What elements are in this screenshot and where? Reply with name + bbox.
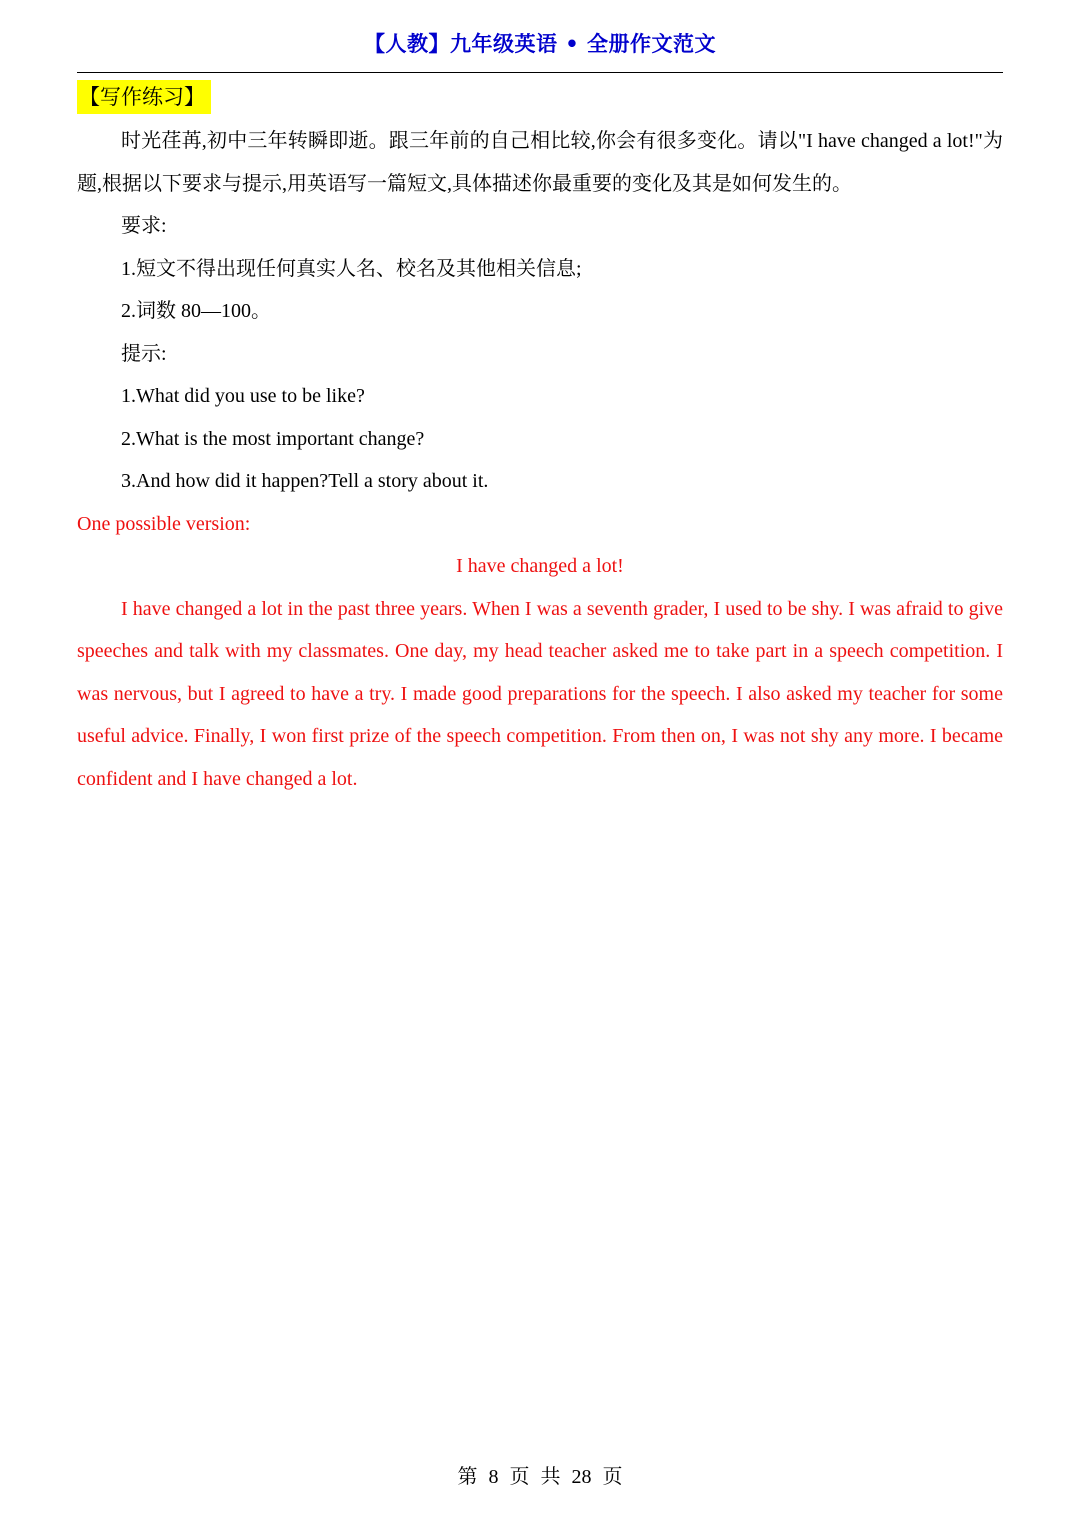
page-number-footer: 第 8 页 共 28 页	[457, 1466, 623, 1488]
requirement-item: 2.词数 80—100。	[121, 300, 271, 322]
section-label-writing-practice: 【写作练习】	[77, 80, 211, 114]
requirement-item: 1.短文不得出现任何真实人名、校名及其他相关信息;	[121, 257, 582, 280]
hint-item: 1.What did you use to be like?	[121, 385, 365, 407]
hint-item: 3.And how did it happen?Tell a story about it.	[121, 470, 489, 492]
header-divider	[77, 72, 1003, 73]
prompt-paragraph: 时光荏苒,初中三年转瞬即逝。跟三年前的自己相比较,你会有很多变化。请以"I have changed a lot!"为题,根据以下要求与提示,用英语写一篇短文,具体描述你最重要的变化及其是如何发生的。	[77, 130, 1003, 195]
hint-item: 2.What is the most important change?	[121, 427, 425, 450]
essay-title: I have changed a lot!	[456, 555, 624, 577]
answer-label: One possible version:	[77, 512, 251, 535]
essay-body: I have changed a lot in the past three years. When I was a seventh grader, I used to be shy. I was afraid to give speeches and talk with my classmates. One day, my head teacher asked me to take part in a speech competition. I was nervous, but I agreed to have a try. I made good preparations for the speech. I also asked my teacher for some useful advice. Finally, I won first prize of the speech competition. From then on, I was not shy any more. I became confident and I have changed a lot.	[77, 597, 1003, 790]
page-header-title: 【人教】九年级英语 • 全册作文范文	[363, 32, 717, 56]
document-content	[77, 120, 1003, 800]
hints-label: 提示:	[121, 342, 167, 365]
requirements-label: 要求:	[121, 215, 167, 237]
